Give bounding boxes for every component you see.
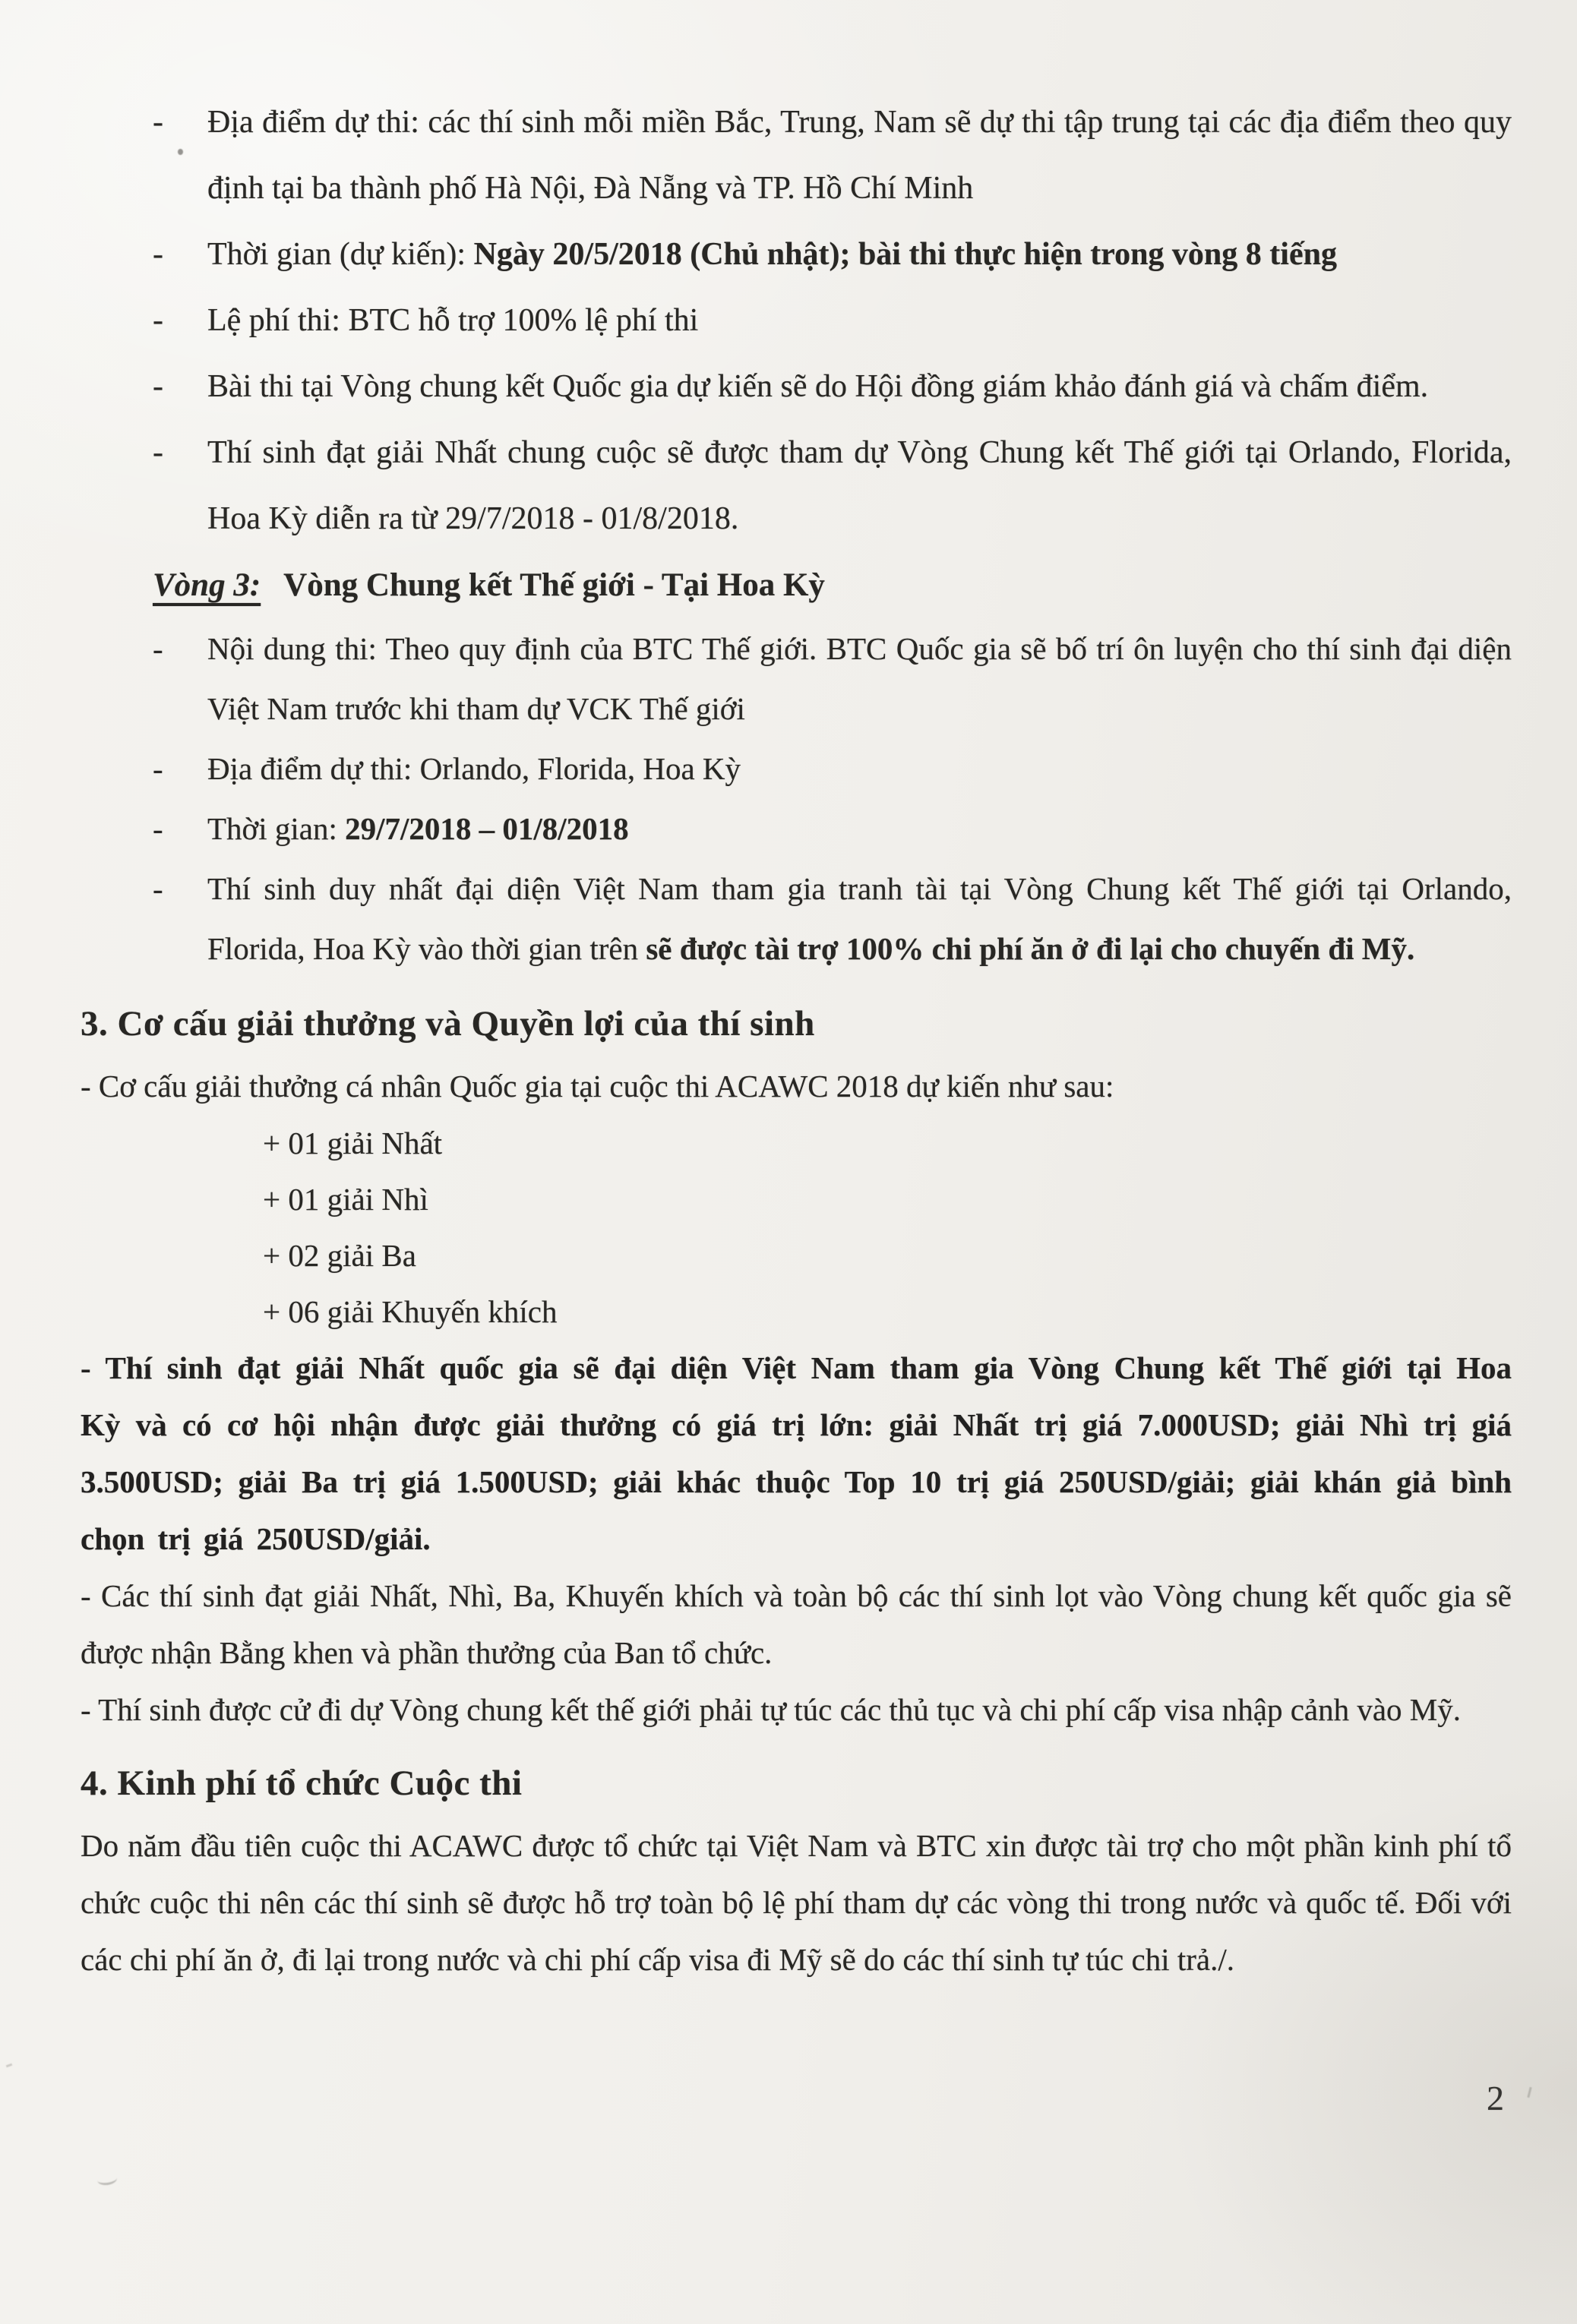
prize-item: + 02 giải Ba (263, 1238, 416, 1273)
bullet-text (207, 288, 1512, 354)
round2-bullet-list (81, 90, 1512, 552)
dash-bullet: - (153, 369, 163, 404)
list-item (153, 739, 1512, 799)
dash-bullet: - (153, 871, 163, 906)
bullet-text-plain: Thời gian (dự kiến): (207, 237, 474, 272)
list-item (153, 799, 1512, 859)
bullet-text-plain: Thí sinh đạt giải Nhất chung cuộc sẽ được tham dự Vòng Chung kết Thế giới tại Orlando, Florida, Hoa Kỳ diễn ra từ 29/7/2018 - 01/8/2018. (207, 435, 1512, 536)
round3-label: Vòng 3: (153, 567, 261, 603)
dash-bullet: - (153, 105, 163, 140)
list-item (153, 222, 1512, 288)
bullet-text-bold: sẽ được tài trợ 100% chi phí ăn ở đi lại cho chuyến đi Mỹ. (646, 931, 1415, 966)
round3-heading (153, 552, 1512, 619)
bullet-text (207, 739, 1512, 799)
bullet-text (207, 859, 1512, 979)
list-item (153, 619, 1512, 739)
dash-bullet: - (153, 751, 163, 786)
bullet-text-plain: Địa điểm dự thi: các thí sinh mỗi miền Bắc, Trung, Nam sẽ dự thi tập trung tại các địa điểm theo quy định tại ba thành phố Hà Nội, Đà Nẵng và TP. Hồ Chí Minh (207, 105, 1512, 206)
dash-bullet: - (153, 237, 163, 272)
round3-bullet-list (81, 619, 1512, 979)
section3-intro: - Cơ cấu giải thưởng cá nhân Quốc gia tại cuộc thi ACAWC 2018 dự kiến như sau: (81, 1069, 1114, 1104)
bullet-text-plain: Thí sinh duy nhất đại diện Việt Nam tham gia tranh tài tại Vòng Chung kết Thế giới tại Orlando, Florida, Hoa Kỳ vào thời gian trên (207, 871, 1512, 966)
prize-item: + 06 giải Khuyến khích (263, 1294, 558, 1329)
bullet-text-plain: Bài thi tại Vòng chung kết Quốc gia dự kiến sẽ do Hội đồng giám khảo đánh giá và chấm điểm. (207, 369, 1429, 404)
bullet-text-plain: Lệ phí thi: BTC hỗ trợ 100% lệ phí thi (207, 303, 699, 338)
bullet-text (207, 90, 1512, 222)
bullet-text-plain: Thời gian: (207, 811, 346, 846)
list-item (153, 420, 1512, 552)
bullet-text-bold: Ngày 20/5/2018 (Chủ nhật); bài thi thực hiện trong vòng 8 tiếng (473, 237, 1337, 272)
bullet-text-bold: 29/7/2018 – 01/8/2018 (345, 811, 629, 846)
bullet-text (207, 420, 1512, 552)
section4-paragraph: Do năm đầu tiên cuộc thi ACAWC được tổ chức tại Việt Nam và BTC xin được tài trợ cho một phần kinh phí tổ chức cuộc thi nên các thí sinh sẽ được hỗ trợ toàn bộ lệ phí tham dự các vòng thi trong nước và quốc tế. Đối với các chi phí ăn ở, đi lại trong nước và chi phí cấp visa đi Mỹ sẽ do các thí sinh tự túc chi trả./. (81, 1828, 1512, 1977)
bullet-text-plain: Địa điểm dự thi: Orlando, Florida, Hoa Kỳ (207, 751, 741, 786)
section3-paragraph-awards: - Các thí sinh đạt giải Nhất, Nhì, Ba, Khuyến khích và toàn bộ các thí sinh lọt vào Vòng chung kết quốc gia sẽ được nhận Bằng khen và phần thưởng của Ban tổ chức. (81, 1578, 1512, 1670)
dash-bullet: - (153, 303, 163, 338)
section3-bold-paragraph: - Thí sinh đạt giải Nhất quốc gia sẽ đại diện Việt Nam tham gia Vòng Chung kết Thế giới tại Hoa Kỳ và có cơ hội nhận được giải thưởng có giá trị lớn: giải Nhất trị giá 7.000USD; giải Nhì trị giá 3.500USD; giải Ba trị giá 1.500USD; giải khác thuộc Top 10 trị giá 250USD/giải; giải khán giả bình chọn trị giá 250USD/giải. (81, 1350, 1512, 1556)
section3-paragraph-visa: - Thí sinh được cử đi dự Vòng chung kết thế giới phải tự túc các thủ tục và chi phí cấp visa nhập cảnh vào Mỹ. (81, 1692, 1462, 1727)
dash-bullet: - (153, 435, 163, 470)
dash-bullet: - (153, 811, 163, 846)
document-content (81, 90, 1512, 1988)
round3-title: Vòng Chung kết Thế giới - Tại Hoa Kỳ (283, 567, 825, 603)
list-item (153, 859, 1512, 979)
scan-speck (178, 149, 183, 155)
bullet-text (207, 354, 1512, 420)
page-number: 2 (1487, 2079, 1504, 2117)
prize-list (263, 1115, 1512, 1340)
list-item (153, 90, 1512, 222)
list-item (153, 288, 1512, 354)
bullet-text-plain: Nội dung thi: Theo quy định của BTC Thế giới. BTC Quốc gia sẽ bố trí ôn luyện cho thí sinh đại diện Việt Nam trước khi tham dự VCK Thế giới (207, 631, 1512, 726)
bullet-text (207, 222, 1512, 288)
scan-tick-artifact (6, 2063, 13, 2068)
list-item (153, 354, 1512, 420)
scan-tick-artifact (1527, 2087, 1531, 2098)
dash-bullet: - (153, 631, 163, 666)
section3-heading: 3. Cơ cấu giải thưởng và Quyền lợi của thí sinh (81, 1004, 815, 1044)
bullet-text (207, 799, 1512, 859)
section4-heading: 4. Kinh phí tổ chức Cuộc thi (81, 1764, 523, 1803)
bullet-text (207, 619, 1512, 739)
prize-item: + 01 giải Nhất (263, 1126, 443, 1160)
scan-squiggle-artifact (96, 2172, 118, 2186)
prize-item: + 01 giải Nhì (263, 1182, 428, 1217)
